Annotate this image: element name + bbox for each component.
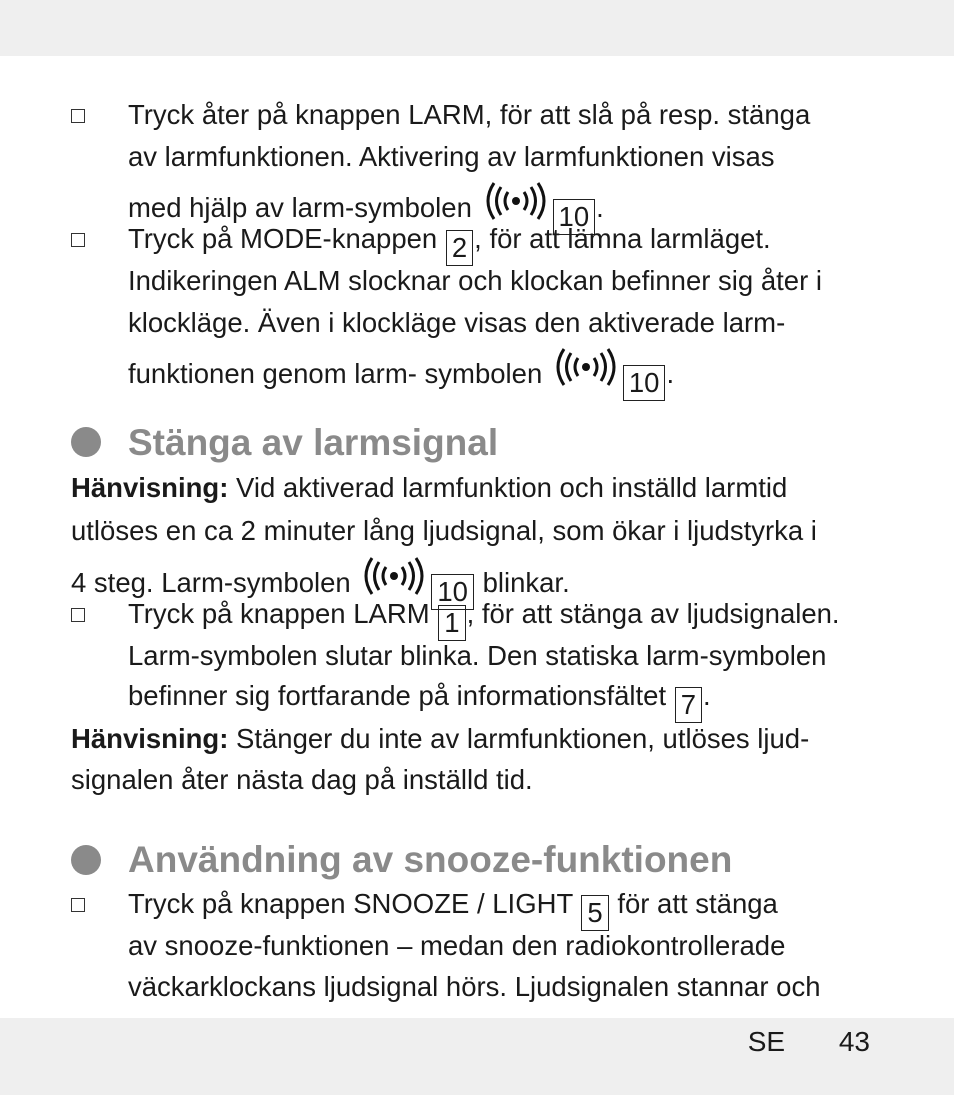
item-line1: Tryck på knappen SNOOZE / LIGHT 5 för att stänga bbox=[128, 890, 778, 931]
item1-line3: med hjälp av larm-symbolen 10 . bbox=[128, 182, 604, 235]
item-line3: väckarklockans ljudsignal hörs. Ljudsignalen stannar och bbox=[128, 971, 821, 1002]
note1-line2: utlöses en ca 2 minuter lång ljudsignal, som ökar i ljudstyrka i bbox=[71, 515, 817, 546]
item-line2: Larm-symbolen slutar blinka. Den statiska larm-symbolen bbox=[128, 640, 827, 671]
note1-line3: 4 steg. Larm-symbolen 10 blinkar. bbox=[71, 557, 570, 610]
alarm-symbol-icon bbox=[552, 348, 620, 386]
page-number: 43 bbox=[838, 1026, 870, 1057]
ref-1: 1 bbox=[438, 605, 465, 641]
note2-line1: Hänvisning: Stänger du inte av larmfunktionen, utlöses ljud- bbox=[71, 723, 810, 754]
alarm-symbol-icon bbox=[360, 557, 428, 595]
item1-line2: av larmfunktionen. Aktivering av larmfunktionen visas bbox=[128, 141, 775, 172]
bullet-dot-icon bbox=[71, 427, 101, 457]
item-line3: befinner sig fortfarande på informationsfältet 7 . bbox=[128, 682, 711, 723]
bullet-dot-icon bbox=[71, 845, 101, 875]
note1-line1: Hänvisning: Vid aktiverad larmfunktion och inställd larmtid bbox=[71, 472, 788, 503]
checkbox-icon bbox=[71, 109, 85, 123]
item2-line4: funktionen genom larm- symbolen 10 . bbox=[128, 348, 674, 401]
item-line2: av snooze-funktionen – medan den radiokontrollerade bbox=[128, 930, 786, 961]
ref-5: 5 bbox=[581, 895, 608, 931]
checkbox-icon bbox=[71, 898, 85, 912]
ref-10: 10 bbox=[623, 365, 666, 401]
note2-line2: signalen åter nästa dag på inställd tid. bbox=[71, 764, 533, 795]
item2-line3: klockläge. Även i klockläge visas den aktiverade larm- bbox=[128, 307, 786, 338]
item2-line1: Tryck på MODE-knappen 2 , för att lämna larmläget. bbox=[128, 225, 771, 266]
item1-line1: Tryck åter på knappen LARM, för att slå på resp. stänga bbox=[128, 99, 811, 130]
page-footer bbox=[748, 1026, 870, 1058]
top-band bbox=[0, 0, 954, 56]
checkbox-icon bbox=[71, 608, 85, 622]
ref-7: 7 bbox=[675, 687, 702, 723]
item-line1: Tryck på knappen LARM 1 , för att stänga av ljudsignalen. bbox=[128, 600, 840, 641]
item2-line2: Indikeringen ALM slocknar och klockan befinner sig åter i bbox=[128, 265, 822, 296]
language-code: SE bbox=[747, 1026, 786, 1057]
alarm-symbol-icon bbox=[482, 182, 550, 220]
ref-10: 10 bbox=[431, 574, 474, 610]
ref-10: 10 bbox=[553, 199, 596, 235]
checkbox-icon bbox=[71, 233, 85, 247]
section-heading: Användning av snooze-funktionen bbox=[128, 839, 733, 880]
section-heading: Stänga av larmsignal bbox=[128, 422, 499, 463]
ref-2: 2 bbox=[446, 230, 473, 266]
